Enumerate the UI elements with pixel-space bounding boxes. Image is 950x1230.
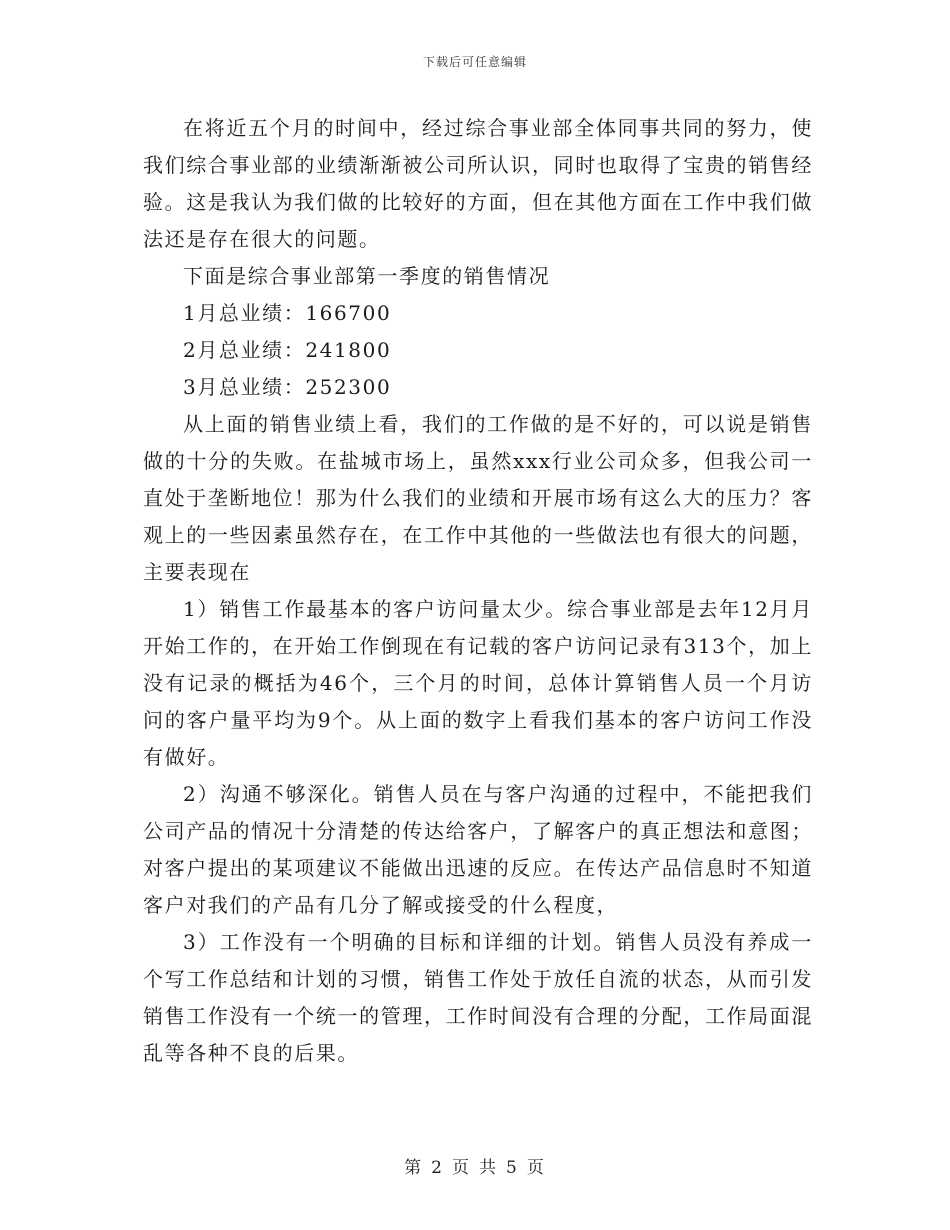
footer-suffix: 页 [526,1158,546,1178]
paragraph-analysis: 从上面的销售业绩上看，我们的工作做的是不好的，可以说是销售做的十分的失败。在盐城市场上，虽然xxx行业公司众多，但我公司一直处于垄断地位！那为什么我们的业绩和开展市场有这么大的压力？客观上的一些因素虽然存在，在工作中其他的一些做法也有很大的问题，主要表现在 [143,412,813,584]
footer-mid1: 页 [452,1158,471,1178]
paragraph-issue-1: 1）销售工作最基本的客户访问量太少。综合事业部是去年12月月开始工作的，在开始工作倒现在有记载的客户访问记录有313个，加上没有记录的概括为46个，三个月的时间，总体计算销售人员一个月访问的客户量平均为9个。从上面的数字上看我们基本的客户访问工作没有做好。 [143,597,813,769]
paragraph-sales-jan: 1月总业绩：166700 [183,301,392,325]
paragraph-sales-heading: 下面是综合事业部第一季度的销售情况 [183,264,551,288]
footer-total-pages: 5 [506,1158,519,1178]
paragraph-issue-2: 2）沟通不够深化。销售人员在与客户沟通的过程中，不能把我们公司产品的情况十分清楚的传达给客户，了解客户的真正想法和意图；对客户提出的某项建议不能做出迅速的反应。在传达产品信息时不知道客户对我们的产品有几分了解或接受的什么程度， [143,782,813,917]
paragraph-sales-feb: 2月总业绩：241800 [183,338,392,362]
footer-mid2: 共 [479,1158,498,1178]
footer-current-page: 2 [431,1158,444,1178]
page-footer [0,1153,950,1178]
document-body [143,110,813,1072]
paragraph-issue-3: 3）工作没有一个明确的目标和详细的计划。销售人员没有养成一个写工作总结和计划的习惯，销售工作处于放任自流的状态，从而引发销售工作没有一个统一的管理，工作时间没有合理的分配，工作局面混乱等各种不良的后果。 [143,930,813,1065]
footer-prefix: 第 [404,1158,424,1178]
paragraph-sales-mar: 3月总业绩：252300 [183,375,392,399]
header-note: 下载后可任意编辑 [422,55,527,69]
paragraph-intro: 在将近五个月的时间中，经过综合事业部全体同事共同的努力，使我们综合事业部的业绩渐渐被公司所认识，同时也取得了宝贵的销售经验。这是我认为我们做的比较好的方面，但在其他方面在工作中我们做法还是存在很大的问题。 [143,116,813,251]
